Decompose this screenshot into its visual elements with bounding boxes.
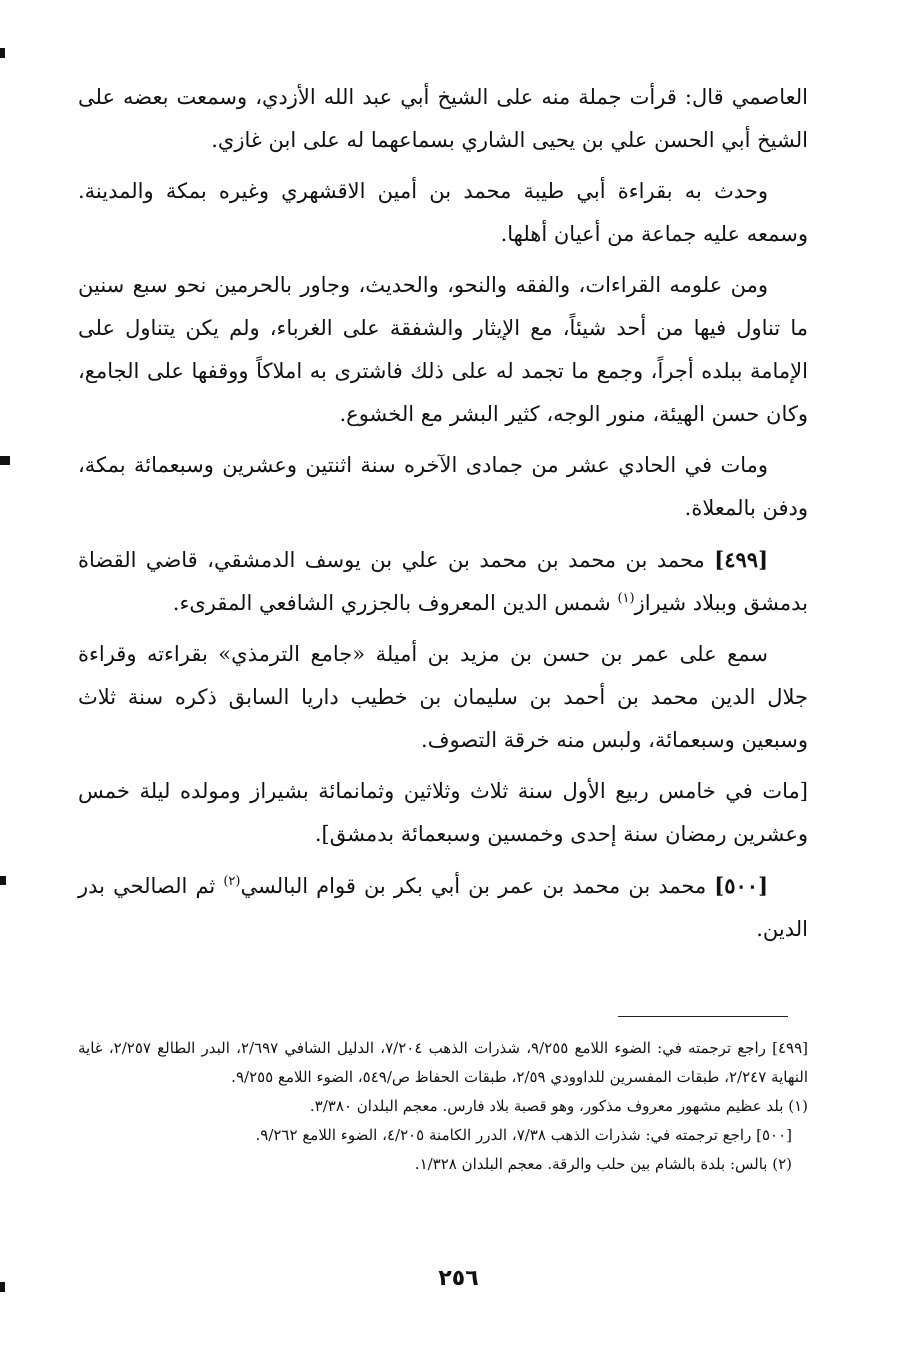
footnote: [٥٠٠] راجع ترجمته في: شذرات الذهب ٧/٣٨، الدرر الكامنة ٤/٢٠٥، الضوء اللامع ٩/٢٦٢. — [255, 1126, 792, 1144]
main-text — [78, 76, 808, 959]
footnote-ref: (٢) — [223, 874, 241, 889]
entry-number: [٥٠٠] — [714, 873, 768, 898]
entry-text: ثم الصالحي بدر الدين. — [78, 874, 808, 941]
entry-499-heading — [78, 538, 808, 625]
footnote-ref: (١) — [617, 591, 635, 606]
page-number: ٢٥٦ — [438, 1266, 479, 1291]
paragraph: وحدث به بقراءة أبي طيبة محمد بن أمين الاقشهري وغيره بمكة والمدينة. وسمعه عليه جماعة من أعيان أهلها. — [78, 179, 808, 246]
footnote: [٤٩٩] راجع ترجمته في: الضوء اللامع ٩/٢٥٥، شذرات الذهب ٧/٢٠٤، الدليل الشافي ٢/٦٩٧، البدر الطالع ٢/٢٥٧، غاية النهاية ٢/٢٤٧، طبقات المفسرين للداوودي ٢/٥٩، طبقات الحفاظ ص/٥٤٩، الضوء اللامع ٩/٢٥٥. — [78, 1039, 808, 1086]
footnote: (٢) بالس: بلدة بالشام بين حلب والرقة. معجم البلدان ١/٣٢٨. — [414, 1155, 792, 1173]
entry-500-heading — [78, 864, 808, 951]
footnotes — [78, 1034, 808, 1179]
paragraph: [مات في خامس ربيع الأول سنة ثلاث وثلاثين وثمانمائة بشيراز ومولده ليلة خمس وعشرين رمضان سنة إحدى وخمسين وسبعمائة بدمشق]. — [78, 779, 808, 846]
scan-edge-mark — [0, 876, 6, 885]
scan-edge-mark — [0, 48, 5, 58]
footnote: (١) بلد عظيم مشهور معروف مذكور، وهو قصبة بلاد فارس. معجم البلدان ٣/٣٨٠. — [309, 1097, 808, 1115]
scan-edge-mark — [0, 456, 10, 465]
paragraph: ومات في الحادي عشر من جمادى الآخره سنة اثنتين وعشرين وسبعمائة بمكة، ودفن بالمعلاة. — [78, 453, 808, 520]
paragraph: سمع على عمر بن حسن بن مزيد بن أميلة «جامع الترمذي» بقراءته وقراءة جلال الدين محمد بن أحمد بن سليمان بن خطيب داريا السابق ذكره سنة ثلاث وسبعين وسبعمائة، ولبس منه خرقة التصوف. — [78, 642, 808, 752]
entry-number: [٤٩٩] — [714, 547, 768, 572]
footnote-divider — [618, 1016, 788, 1017]
entry-text: محمد بن محمد بن عمر بن أبي بكر بن قوام البالسي — [240, 874, 707, 898]
entry-text: شمس الدين المعروف بالجزري الشافعي المقرىء. — [172, 591, 611, 615]
paragraph: العاصمي قال: قرأت جملة منه على الشيخ أبي عبد الله الأزدي، وسمعت بعضه على الشيخ أبي الحسن علي بن يحيى الشاري بسماعهما له على ابن غازي. — [78, 85, 808, 152]
paragraph: ومن علومه القراءات، والفقه والنحو، والحديث، وجاور بالحرمين نحو سبع سنين ما تناول فيها من أحد شيئاً، مع الإيثار والشفقة على الغرباء، ولم يكن يتناول على الإمامة ببلده أجراً، وجمع ما تجمد له على ذلك فاشترى به املاكاً ووقفها على الجامع، وكان حسن الهيئة، منور الوجه، كثير البشر مع الخشوع. — [78, 273, 808, 426]
entry-text: محمد بن محمد بن محمد بن علي بن يوسف الدمشقي، قاضي القضاة بدمشق وببلاد شيراز — [78, 548, 808, 615]
